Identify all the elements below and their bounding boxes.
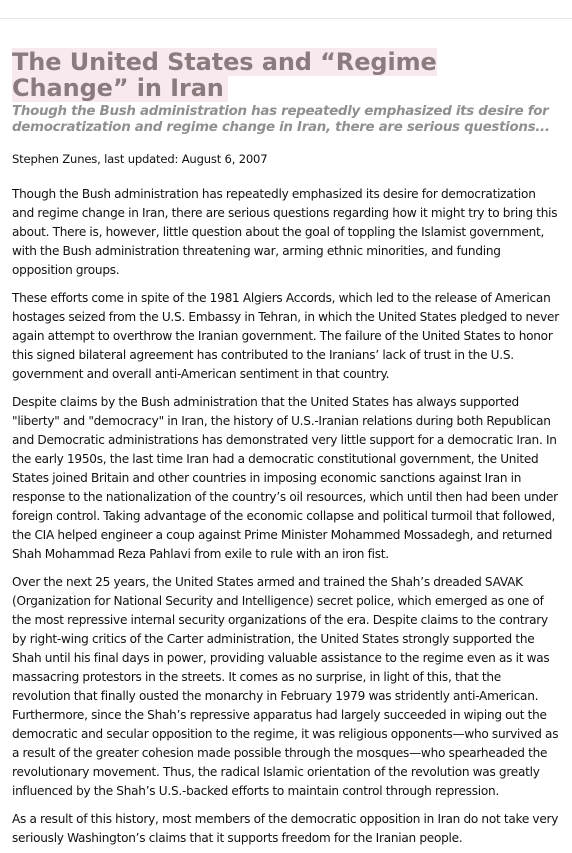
article <box>0 49 572 848</box>
article-subtitle: Though the Bush administration has repeatedly emphasized its desire for democratization and regime change in Iran, there are serious questions... <box>12 104 550 135</box>
page-title-text: The United States and “Regime Change” in Iran <box>12 48 437 102</box>
top-bar <box>0 0 572 19</box>
page-title <box>12 49 560 101</box>
article-byline: Stephen Zunes, last updated: August 6, 2007 <box>12 152 268 166</box>
paragraph-1: Though the Bush administration has repeatedly emphasized its desire for democratization and regime change in Iran, there are serious questions regarding how it might try to bring this about. There is, however, little question about the goal of toppling the Islamist government, with the Bush administration threatening war, arming ethnic minorities, and funding opposition groups. <box>12 187 558 277</box>
paragraph-4: Over the next 25 years, the United States armed and trained the Shah’s dreaded SAVAK (Organization for National Security and Intelligence) secret police, which emerged as one of the most repressive internal security organizations of the era. Despite claims to the contrary by right-wing critics of the Carter administration, the United States strongly supported the Shah until his final days in power, providing valuable assistance to the regime even as it was massacring protestors in the streets. It comes as no surprise, in light of this, that the revolution that finally ousted the monarchy in February 1979 was stridently anti-American. Furthermore, since the Shah’s repressive apparatus had largely succeeded in wiping out the democratic and secular opposition to the regime, it was religious opponents—who survived as a result of the greater cohesion made possible through the mosques—who spearheaded the revolutionary movement. Thus, the radical Islamic orientation of the revolution was greatly influenced by the Shah’s U.S.-backed efforts to maintain control through repression. <box>12 575 559 798</box>
paragraph-2: These efforts come in spite of the 1981 Algiers Accords, which led to the release of American hostages seized from the U.S. Embassy in Tehran, in which the United States pledged to never again attempt to overthrow the Iranian government. The failure of the United States to honor this signed bilateral agreement has contributed to the Iranians’ lack of trust in the U.S. government and overall anti-American sentiment in that country. <box>12 291 559 381</box>
paragraph-3: Despite claims by the Bush administration that the United States has always supported "liberty" and "democracy" in Iran, the history of U.S.-Iranian relations during both Republican and Democratic administrations has demonstrated very little support for a democratic Iran. In the early 1950s, the last time Iran had a democratic constitutional government, the United States joined Britain and other countries in imposing economic sanctions against Iran in response to the nationalization of the country’s oil resources, which until then had been under foreign control. Taking advantage of the economic collapse and political turmoil that followed, the CIA helped engineer a coup against Prime Minister Mohammed Mossadegh, and returned Shah Mohammad Reza Pahlavi from exile to rule with an iron fist. <box>12 395 558 561</box>
article-body <box>12 185 560 848</box>
paragraph-5: As a result of this history, most members of the democratic opposition in Iran do not take very seriously Washington’s claims that it supports freedom for the Iranian people. <box>12 812 559 845</box>
